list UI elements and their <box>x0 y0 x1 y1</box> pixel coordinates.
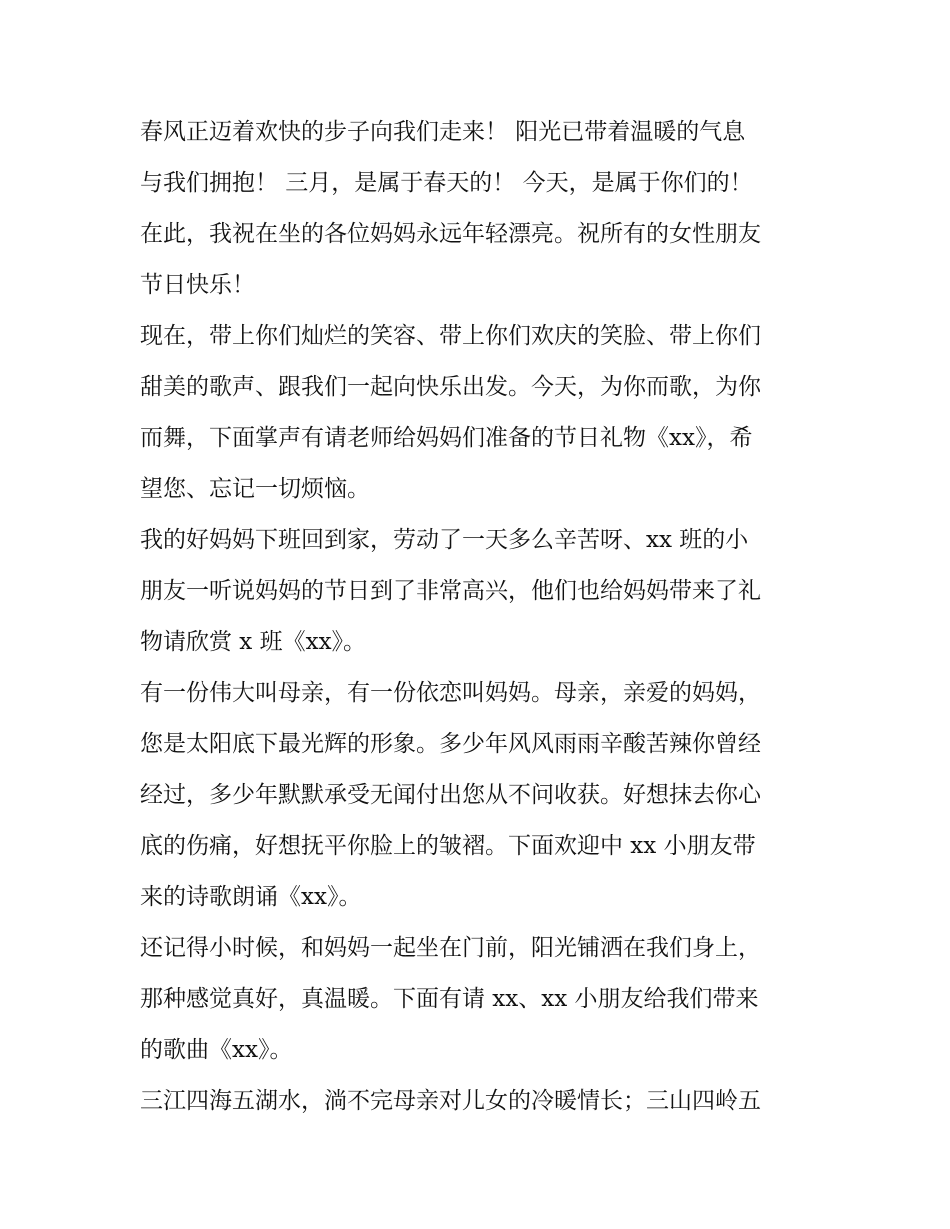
text-line-13: 您是太阳底下最光辉的形象。多少年风风雨雨辛酸苦辣你曾经 <box>140 731 761 757</box>
text-line-18: 那种感觉真好，真温暖。下面有请 xx、xx 小朋友给我们带来 <box>140 986 759 1012</box>
text-line-7: 而舞，下面掌声有请老师给妈妈们准备的节日礼物《xx》，希 <box>140 425 753 451</box>
text-line-4: 节日快乐！ <box>140 272 255 298</box>
text-line-12: 有一份伟大叫母亲，有一份依恋叫妈妈。母亲，亲爱的妈妈， <box>140 680 761 706</box>
text-line-6: 甜美的歌声、跟我们一起向快乐出发。今天，为你而歌，为你 <box>140 374 761 400</box>
text-line-15: 底的伤痛，好想抚平你脸上的皱褶。下面欢迎中 xx 小朋友带 <box>140 833 756 859</box>
text-line-9: 我的好妈妈下班回到家，劳动了一天多么辛苦呀、xx 班的小 <box>140 527 749 553</box>
text-line-19: 的歌曲《xx》。 <box>140 1037 293 1063</box>
text-line-5: 现在，带上你们灿烂的笑容、带上你们欢庆的笑脸、带上你们 <box>140 323 761 349</box>
text-line-1: 春风正迈着欢快的步子向我们走来！ 阳光已带着温暖的气息 <box>140 119 746 145</box>
text-line-2: 与我们拥抱！ 三月，是属于春天的！ 今天，是属于你们的！ <box>140 170 753 196</box>
text-line-14: 经过，多少年默默承受无闻付出您从不问收获。好想抹去你心 <box>140 782 761 808</box>
text-line-11: 物请欣赏 x 班《xx》。 <box>140 629 367 655</box>
text-line-17: 还记得小时候，和妈妈一起坐在门前，阳光铺洒在我们身上， <box>140 935 761 961</box>
text-line-10: 朋友一听说妈妈的节日到了非常高兴，他们也给妈妈带来了礼 <box>140 578 761 604</box>
document-body <box>140 107 820 1127</box>
text-line-8: 望您、忘记一切烦恼。 <box>140 476 370 502</box>
text-line-16: 来的诗歌朗诵《xx》。 <box>140 884 362 910</box>
text-line-3: 在此，我祝在坐的各位妈妈永远年轻漂亮。祝所有的女性朋友 <box>140 221 761 247</box>
text-line-20: 三江四海五湖水，淌不完母亲对儿女的冷暖情长；三山四岭五 <box>140 1088 761 1114</box>
